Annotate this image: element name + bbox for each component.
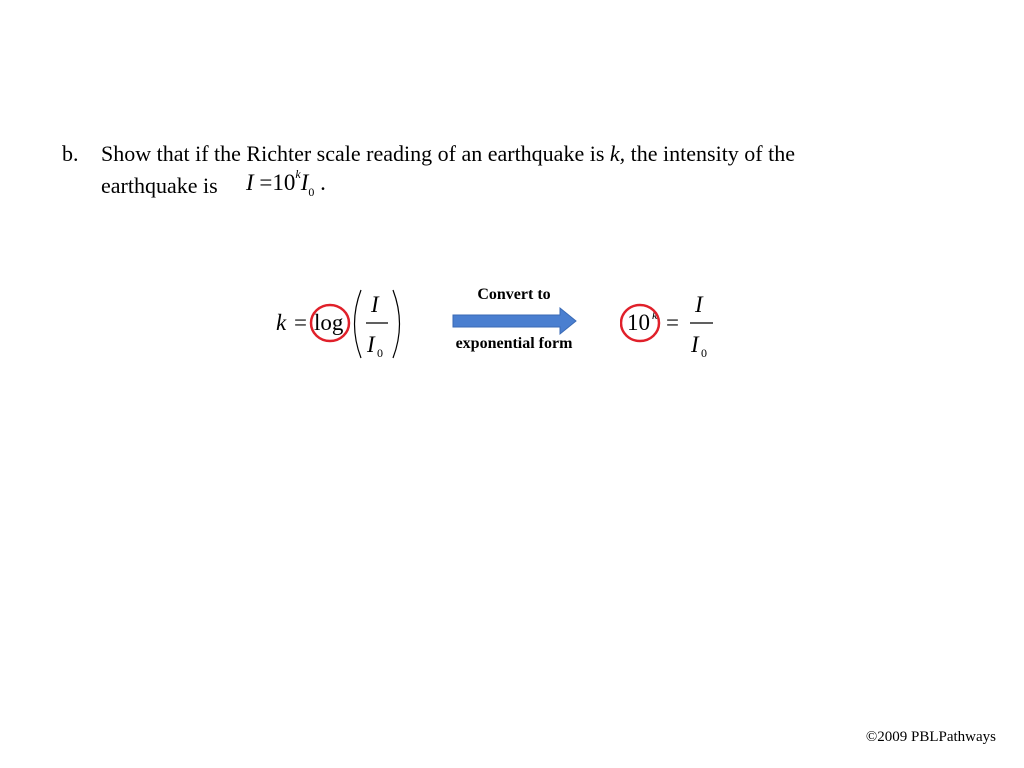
- right-paren: [393, 290, 400, 358]
- arrow-caption-bottom: exponential form: [455, 335, 573, 352]
- inline-eq-base: 10: [272, 170, 296, 195]
- exp-eq-den-subscript: 0: [701, 346, 707, 360]
- inline-eq-exponent: k: [295, 167, 301, 181]
- exponential-equation: [620, 286, 730, 362]
- exp-eq-exponent: k: [652, 308, 658, 322]
- inline-eq-I: I: [300, 170, 309, 195]
- inline-eq-period: .: [320, 170, 326, 195]
- exp-eq-denominator: I: [691, 332, 699, 357]
- inline-equation: [246, 167, 326, 199]
- log-eq-equals: =: [294, 310, 307, 335]
- problem-text-before: Show that if the Richter scale reading of an earthquake is: [101, 141, 610, 166]
- log-equation: [268, 286, 408, 362]
- exp-eq-equals: =: [666, 310, 679, 335]
- log-eq-denominator: I: [367, 332, 375, 357]
- problem-line-1: [101, 141, 795, 167]
- log-eq-log: log: [314, 310, 344, 335]
- inline-eq-equals: =: [259, 170, 273, 195]
- exp-eq-base: 10: [627, 310, 650, 335]
- arrow-caption-top: Convert to: [477, 286, 551, 303]
- arrow-icon: [450, 306, 580, 336]
- log-eq-numerator: I: [371, 292, 379, 317]
- inline-eq-subscript: 0: [308, 185, 315, 199]
- inline-eq-lhs: I: [246, 170, 254, 195]
- copyright-footer: ©2009 PBLPathways: [865, 729, 996, 745]
- exp-eq-numerator: I: [695, 292, 703, 317]
- log-eq-k: k: [276, 310, 287, 335]
- problem-line-2: earthquake is: [101, 173, 218, 198]
- item-label: b.: [62, 141, 79, 166]
- problem-text-after: the intensity of the: [625, 141, 796, 166]
- variable-k: k,: [609, 141, 626, 166]
- left-paren: [355, 290, 362, 358]
- log-eq-den-subscript: 0: [377, 346, 383, 360]
